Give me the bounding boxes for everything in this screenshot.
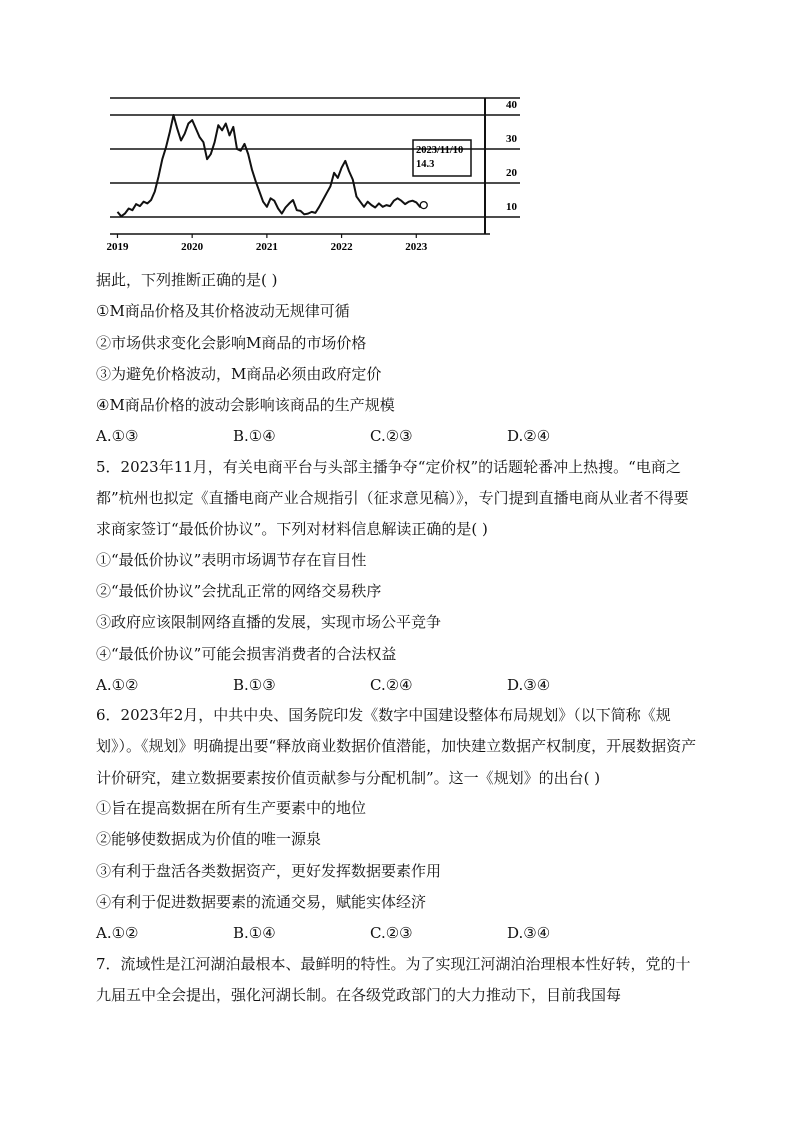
q5-option-d[interactable]: D.③④ [507,675,551,694]
q6-item-2: ②能够使数据成为价值的唯一源泉 [96,830,322,849]
q5-option-b[interactable]: B.①③ [233,675,276,694]
y-tick-label: 10 [506,201,517,213]
q4-option-d[interactable]: D.②④ [507,427,551,446]
q5-item-1: ①“最低价协议”表明市场调节存在盲目性 [96,550,367,569]
q4-option-a[interactable]: A.①③ [96,427,139,446]
x-tick-label: 2019 [106,241,129,253]
price-line-chart [100,92,530,260]
q6-option-b[interactable]: B.①④ [233,924,276,943]
question-content [96,270,700,1011]
x-tick-label: 2020 [181,241,204,253]
q6-option-c[interactable]: C.②③ [370,924,413,943]
y-tick-labels [506,99,518,213]
y-tick-label: 40 [506,99,517,111]
x-tick-label: 2022 [330,241,353,253]
y-tick-label: 20 [506,167,517,179]
x-tick-label: 2023 [405,241,428,253]
q6-options [96,923,700,943]
y-tick-label: 30 [506,133,517,145]
q4-item-1: ①M商品价格及其价格波动无规律可循 [96,302,350,321]
q5-option-a[interactable]: A.①② [96,675,139,694]
annotation-box [413,140,471,176]
q6-item-4: ④有利于促进数据要素的流通交易，赋能实体经济 [96,892,427,911]
q4-prompt: 据此，下列推断正确的是( ) [96,271,278,289]
annotation-date: 2023/11/10 [416,145,464,156]
q4-item-4: ④M商品价格的波动会影响该商品的生产规模 [96,396,395,415]
series-line [118,115,424,216]
q7-stem: 7．流域性是江河湖泊最根本、最鲜明的特性。为了实现江河湖泊治理根本性好转，党的十九届五中全会提出，强化河湖长制。在各级党政部门的大力推动下，目前我国每 [96,954,691,1004]
chart-gridlines [110,98,520,217]
annotation-value: 14.3 [416,159,435,170]
q6-option-d[interactable]: D.③④ [507,924,551,943]
q5-stem: 5．2023年11月，有关电商平台与头部主播争夺“定价权”的话题轮番冲上热搜。“电商之都”杭州也拟定《直播电商产业合规指引（征求意见稿）》，专门提到直播电商从业者不得要求商家签订“最低价协议”。下列对材料信息解读正确的是( ) [96,457,689,539]
q5-item-2: ②“最低价协议”会扰乱正常的网络交易秩序 [96,581,382,600]
q6-stem: 6．2023年2月，中共中央、国务院印发《数字中国建设整体布局规划》（以下简称《规划》）。《规划》明确提出要“释放商业数据价值潜能，加快建立数据产权制度，开展数据资产计价研究，建立数据要素按价值贡献参与分配机制”。这一《规划》的出台( ) [96,706,697,787]
last-data-point [420,202,427,209]
q6-item-1: ①旨在提高数据在所有生产要素中的地位 [96,799,367,818]
q6-item-3: ③有利于盘活各类数据资产，更好发挥数据要素作用 [96,861,442,880]
q5-item-3: ③政府应该限制网络直播的发展，实现市场公平竞争 [96,613,442,632]
q5-options [96,675,700,695]
x-tick-labels [106,234,427,253]
x-tick-label: 2021 [255,241,278,253]
q5-item-4: ④“最低价协议”可能会损害消费者的合法权益 [96,644,397,663]
q4-item-2: ②市场供求变化会影响M商品的市场价格 [96,333,367,352]
q6-option-a[interactable]: A.①② [96,924,139,943]
q4-item-3: ③为避免价格波动，M商品必须由政府定价 [96,364,382,383]
q5-option-c[interactable]: C.②④ [370,675,413,694]
q4-option-b[interactable]: B.①④ [233,427,276,446]
q4-options [96,426,700,446]
q4-option-c[interactable]: C.②③ [370,427,413,446]
